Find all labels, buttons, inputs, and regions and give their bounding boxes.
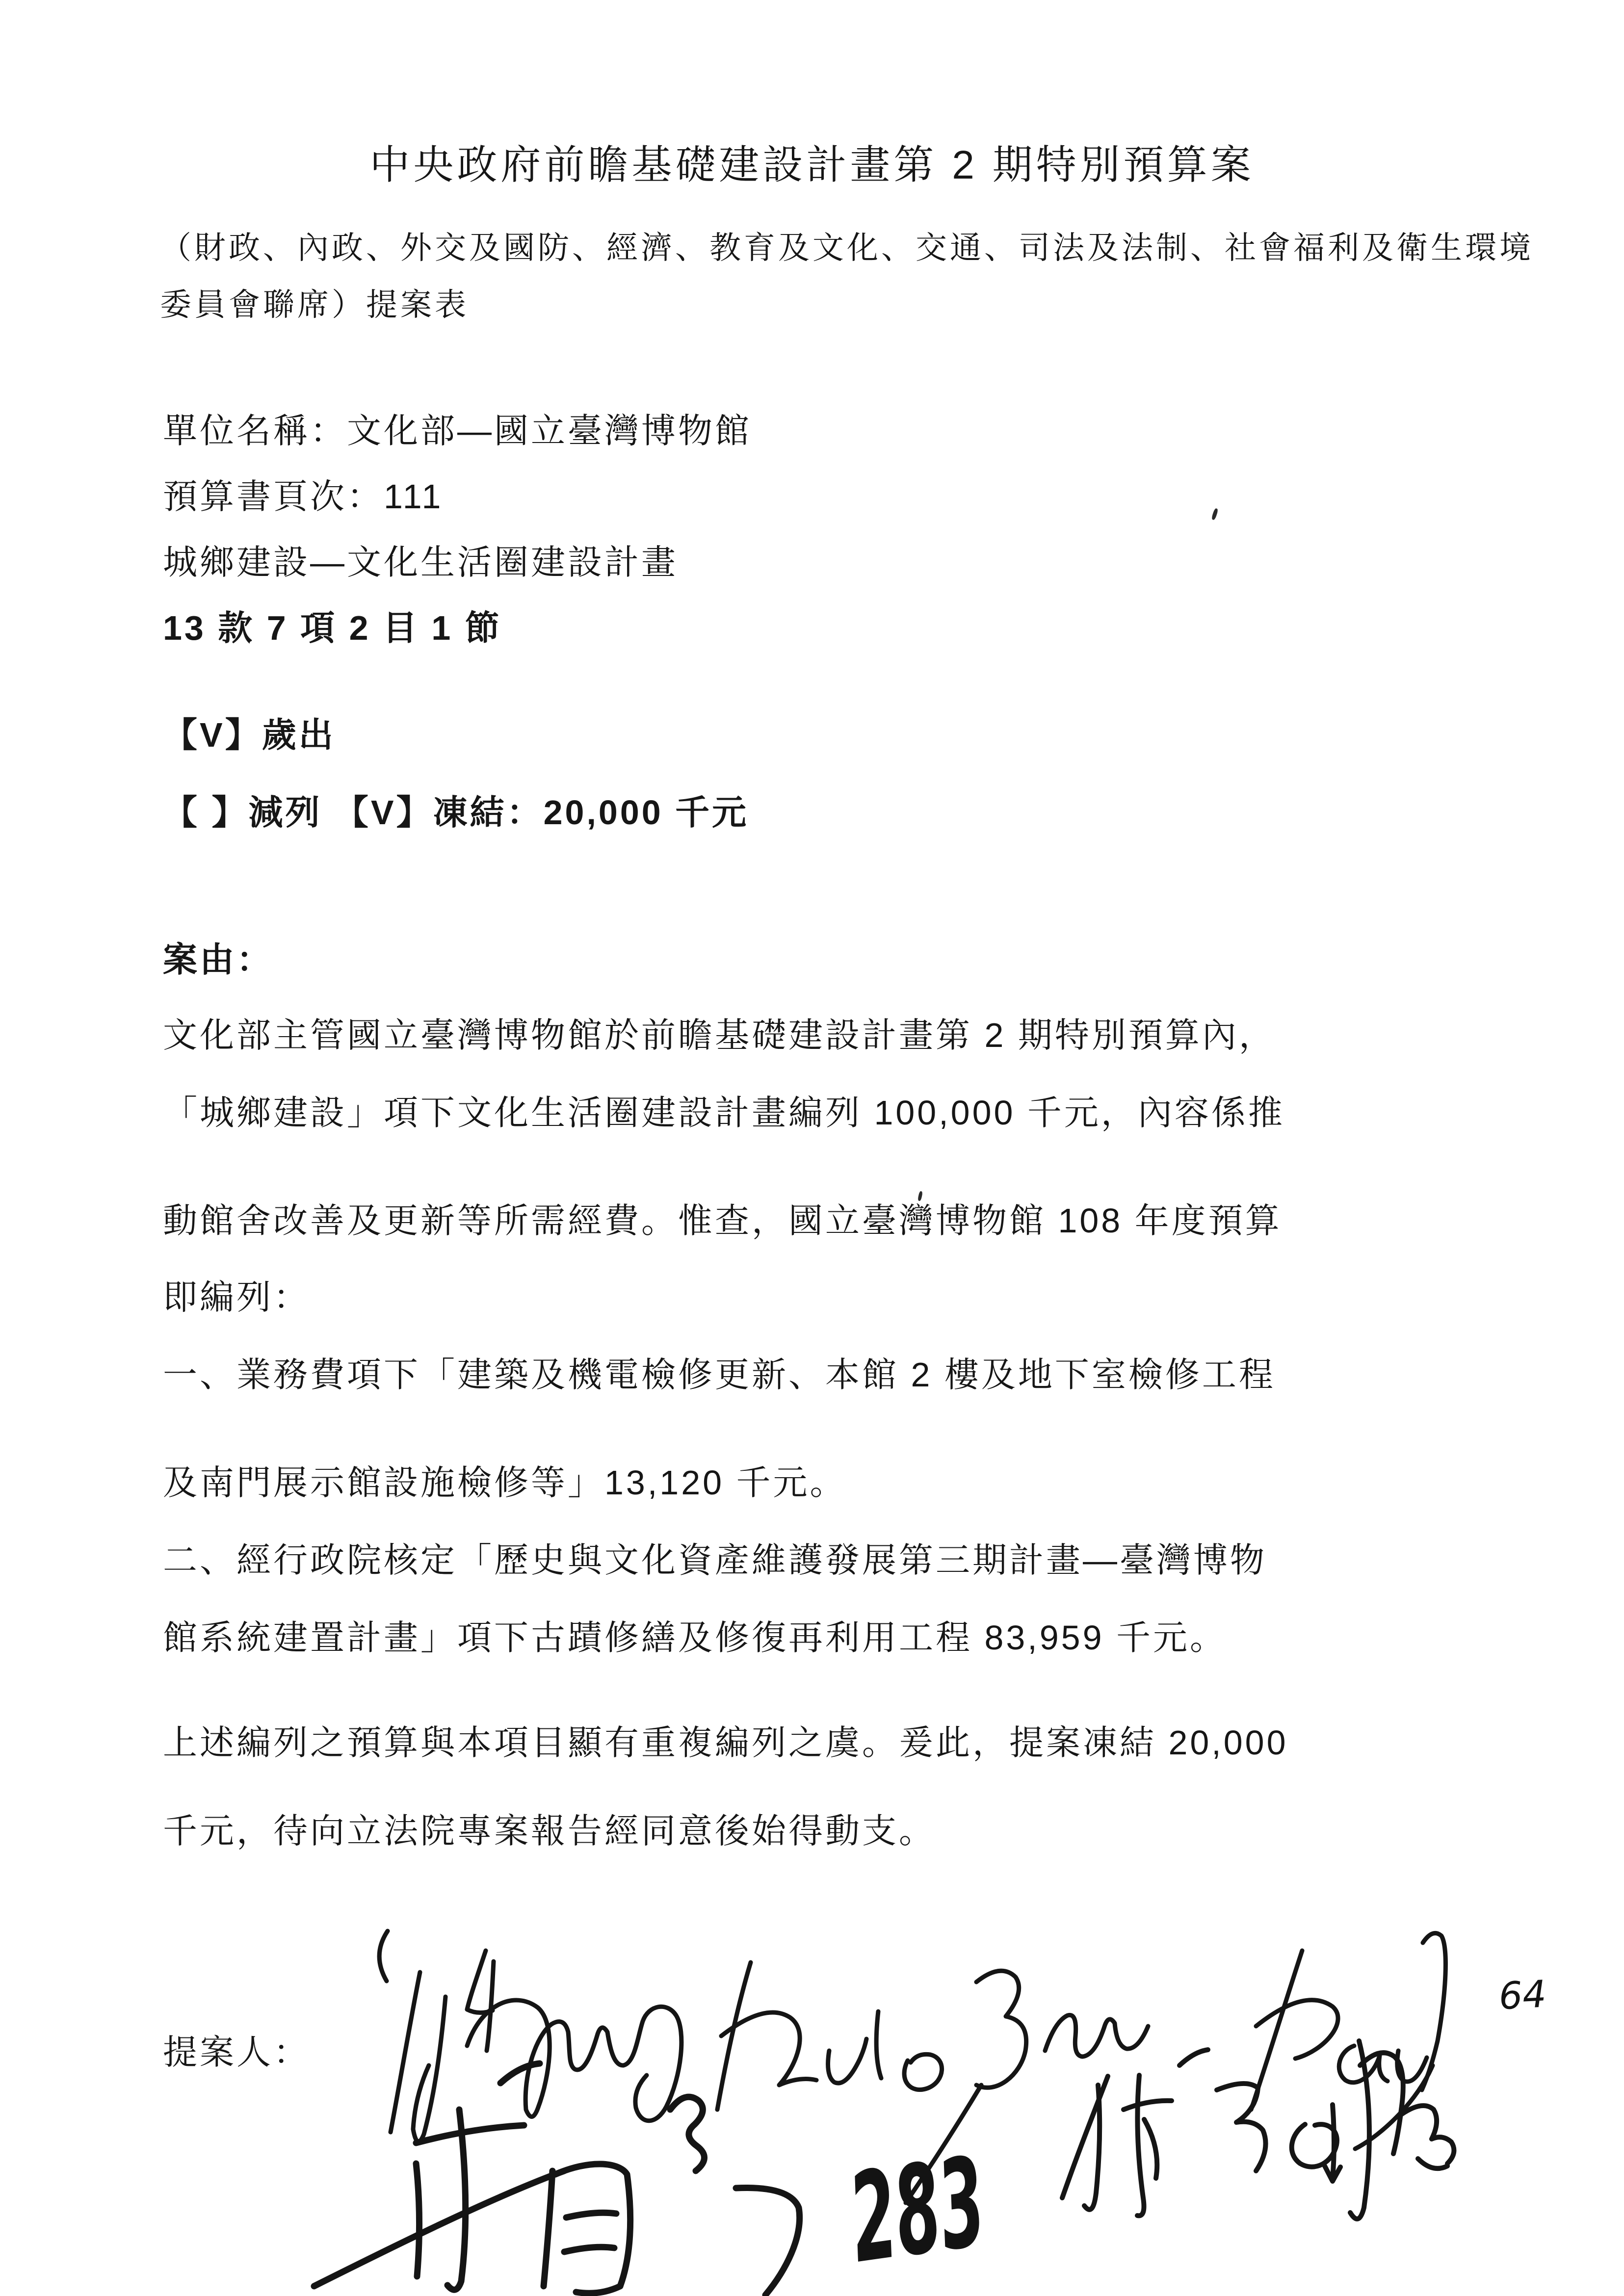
case-line: 千元，待向立法院專案報告經同意後始得動支。: [163, 1812, 936, 1850]
signature-stroke: [1144, 2119, 1157, 2178]
signature-stroke: [1217, 2084, 1266, 2171]
signature-stroke: [413, 1997, 445, 2141]
proposer-signature-3: [314, 2063, 800, 2295]
signature-stroke: [1045, 2015, 1148, 2057]
case-line: 及南門展示館設施檢修等」13,120 千元。: [163, 1463, 847, 1502]
proposer-signature-1: [379, 1931, 681, 2141]
expenditure-checkbox-line: 【V】歲出: [163, 716, 336, 754]
freeze-checkbox-line: [163, 794, 749, 832]
signature-stroke: [1333, 2105, 1334, 2178]
signature-stroke: [976, 1971, 1026, 2087]
signature-stroke: [314, 2171, 564, 2286]
signature-stroke: [566, 2213, 616, 2218]
freeze-checkbox-prefix: 【 】減列 【V】凍結：: [163, 793, 544, 832]
case-line: 上述編列之預算與本項目顯有重複編列之虞。爰此，提案凍結 20,000: [163, 1723, 1288, 1762]
scan-speck: [917, 1191, 923, 1201]
case-line: 館系統建置計畫」項下古蹟修繕及修復再利用工程 83,959 千元。: [163, 1618, 1227, 1657]
signature-stroke: [721, 2012, 816, 2085]
budget-clause-line: 13 款 7 項 2 目 1 節: [163, 609, 502, 647]
signature-stroke: [876, 2011, 881, 2078]
signature-stroke: [828, 2039, 866, 2083]
signature-stroke: [379, 1931, 388, 1981]
signature-stroke: [1084, 2085, 1100, 2210]
signature-stroke: [904, 2054, 942, 2089]
freeze-amount: 20,000 千元: [543, 793, 749, 832]
signature-stroke: [1179, 2050, 1208, 2065]
signature-stroke: [1124, 2101, 1172, 2110]
proposer-label: 提案人：: [163, 2033, 310, 2071]
signature-stroke: [416, 2164, 419, 2276]
budget-page-line: 預算書頁次：111: [163, 477, 444, 516]
subtitle-line-2: 委員會聯席）提案表: [160, 287, 469, 322]
signature-stroke: [564, 2247, 614, 2252]
case-line: 一、業務費項下「建築及機電檢修更新、本館 2 樓及地下室檢修工程: [163, 1356, 1276, 1394]
signature-stroke: [1137, 2075, 1144, 2216]
signature-stroke: [416, 2125, 524, 2143]
signature-stroke: [1418, 2159, 1447, 2168]
case-line: 文化部主管國立臺灣博物館於前瞻基礎建設計畫第 2 期特別預算內，: [163, 1016, 1276, 1054]
subtitle-line-1: （財政、內政、外交及國防、經濟、教育及文化、交通、司法及法制、社會福利及衛生環境: [160, 230, 1534, 265]
case-line: 動館舍改善及更新等所需經費。惟查，國立臺灣博物館 108 年度預算: [163, 1201, 1282, 1240]
signature-stroke: [467, 2000, 681, 2121]
signature-stroke: [500, 2063, 540, 2083]
case-line: 二、經行政院核定「歷史與文化資產維護發展第三期計畫—臺灣博物: [163, 1541, 1267, 1579]
signature-stroke: [544, 2171, 552, 2286]
signature-stroke: [1292, 2124, 1337, 2167]
signature-stroke: [555, 2164, 630, 2293]
signature-stroke: [467, 1951, 493, 2013]
scan-speck: [1211, 508, 1218, 520]
signature-stroke: [736, 2188, 800, 2296]
signature-stroke: [670, 2097, 705, 2171]
plan-name-line: 城鄉建設—文化生活圈建設計畫: [163, 543, 678, 581]
proposer-signature-2: [717, 1933, 1445, 2203]
case-line: 「城鄉建設」項下文化生活圈建設計畫編列 100,000 千元，內容係推: [163, 1094, 1285, 1132]
handwritten-page-number: 64: [1497, 1972, 1547, 2018]
unit-name-line: 單位名稱：文化部—國立臺灣博物館: [163, 412, 752, 450]
signature-stroke: [1401, 2106, 1454, 2164]
signature-area: [0, 1904, 1624, 2296]
case-heading: 案由：: [163, 940, 273, 979]
handwritten-note-number: 283: [841, 2130, 994, 2291]
case-line: 即編列：: [163, 1278, 310, 1316]
page-title: 中央政府前瞻基礎建設計畫第 2 期特別預算案: [369, 143, 1255, 187]
